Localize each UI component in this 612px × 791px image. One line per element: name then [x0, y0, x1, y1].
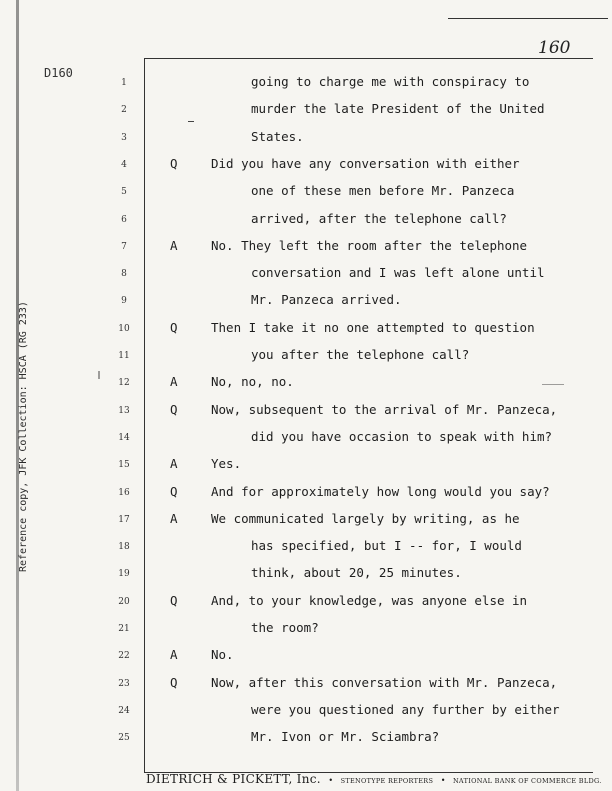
transcript-line	[0, 402, 612, 422]
line-number: 3	[121, 132, 127, 143]
line-text: Now, subsequent to the arrival of Mr. Panzeca,	[211, 401, 558, 417]
line-text: We communicated largely by writing, as he	[211, 510, 520, 526]
line-number: 24	[118, 705, 130, 716]
line-number: 11	[118, 351, 130, 361]
line-text: Yes.	[211, 456, 242, 472]
transcript-line	[0, 129, 612, 149]
line-number: 25	[118, 733, 130, 744]
transcript-line	[0, 238, 612, 258]
line-number: 1	[121, 78, 127, 88]
line-number: 18	[118, 542, 130, 553]
line-number: 22	[118, 651, 130, 662]
speaker-label: Q	[170, 592, 178, 608]
transcript-line	[0, 429, 612, 449]
footer-reporters: STENOTYPE REPORTERS	[340, 777, 434, 785]
line-number: 12	[118, 378, 130, 389]
transcript-line	[0, 101, 612, 121]
line-number: 2	[121, 105, 127, 116]
line-text: No, no, no.	[211, 374, 294, 390]
line-number: 14	[118, 432, 130, 443]
top-rule	[448, 18, 608, 19]
line-text: Did you have any conversation with either	[211, 155, 520, 171]
line-text: did you have occasion to speak with him?	[251, 428, 553, 444]
transcript-line	[0, 511, 612, 531]
line-text: you after the telephone call?	[251, 347, 470, 362]
speaker-label: Q	[170, 483, 178, 499]
line-number: 4	[121, 159, 127, 170]
transcript-line	[0, 565, 612, 585]
line-number: 7	[121, 241, 127, 252]
transcript-line	[0, 593, 612, 613]
speaker-label: Q	[170, 155, 178, 171]
speaker-label: Q	[170, 401, 178, 417]
archive-reference-label: Reference copy, JFK Collection: HSCA (RG 233)	[18, 301, 29, 572]
scan-speck	[98, 371, 100, 379]
speaker-label: A	[170, 237, 178, 253]
line-text: And for approximately how long would you say?	[211, 483, 550, 499]
scan-speck	[542, 384, 564, 385]
transcript-line	[0, 538, 612, 558]
transcript-line	[0, 211, 612, 231]
line-text: Now, after this conversation with Mr. Panzeca,	[211, 674, 558, 690]
line-number: 13	[118, 405, 130, 416]
transcript-line	[0, 702, 612, 722]
footer-separator: •	[440, 776, 446, 785]
transcript-line	[0, 647, 612, 667]
line-number: 19	[118, 569, 130, 580]
footer-separator: •	[328, 776, 334, 785]
speaker-label: A	[170, 647, 178, 663]
line-number: 6	[121, 214, 127, 225]
line-number: 9	[121, 296, 127, 307]
transcript-line	[0, 183, 612, 203]
scan-speck	[188, 121, 194, 122]
line-number: 15	[118, 460, 130, 471]
line-number: 16	[118, 487, 130, 498]
footer	[146, 772, 602, 786]
transcript-line	[0, 74, 612, 94]
handwritten-page-number: 160	[538, 38, 571, 58]
line-number: 20	[118, 596, 130, 607]
transcript-line	[0, 620, 612, 640]
line-text: were you questioned any further by either	[251, 701, 560, 717]
speaker-label: A	[170, 510, 178, 526]
line-text: conversation and I was left alone until	[251, 265, 545, 281]
line-text: murder the late President of the United	[251, 101, 545, 117]
line-number: 10	[118, 323, 130, 334]
line-text: the room?	[251, 620, 319, 635]
line-text: has specified, but I -- for, I would	[251, 538, 522, 554]
line-number: 17	[118, 514, 130, 525]
document-id: D160	[44, 66, 73, 80]
line-number: 8	[121, 269, 127, 280]
transcript-line	[0, 675, 612, 695]
transcript-line	[0, 729, 612, 749]
line-text: Mr. Panzeca arrived.	[251, 292, 402, 308]
line-text: arrived, after the telephone call?	[251, 210, 507, 226]
line-text: No.	[211, 647, 234, 663]
footer-bank: NATIONAL BANK OF COMMERCE BLDG.	[452, 777, 602, 785]
transcript-line	[0, 265, 612, 285]
speaker-label: Q	[170, 674, 178, 690]
speaker-label: A	[170, 374, 178, 390]
transcript-line	[0, 292, 612, 312]
transcript-line	[0, 374, 612, 394]
line-text: think, about 20, 25 minutes.	[251, 565, 462, 581]
line-text: Mr. Ivon or Mr. Sciambra?	[251, 729, 440, 745]
line-text: No. They left the room after the telephone	[211, 237, 528, 253]
line-number: 5	[121, 187, 127, 198]
transcript-line	[0, 347, 612, 367]
transcript-line	[0, 484, 612, 504]
line-number: 21	[118, 624, 130, 634]
footer-firm: DIETRICH & PICKETT, Inc.	[146, 772, 321, 786]
transcript-line	[0, 456, 612, 476]
line-text: Then I take it no one attempted to question	[211, 319, 535, 335]
transcript-line	[0, 156, 612, 176]
speaker-label: A	[170, 456, 178, 472]
line-text: States.	[251, 128, 304, 144]
line-text: one of these men before Mr. Panzeca	[251, 183, 515, 199]
speaker-label: Q	[170, 319, 178, 335]
line-number: 23	[118, 678, 130, 689]
line-text: going to charge me with conspiracy to	[251, 74, 530, 89]
line-text: And, to your knowledge, was anyone else in	[211, 592, 528, 608]
transcript-line	[0, 320, 612, 340]
